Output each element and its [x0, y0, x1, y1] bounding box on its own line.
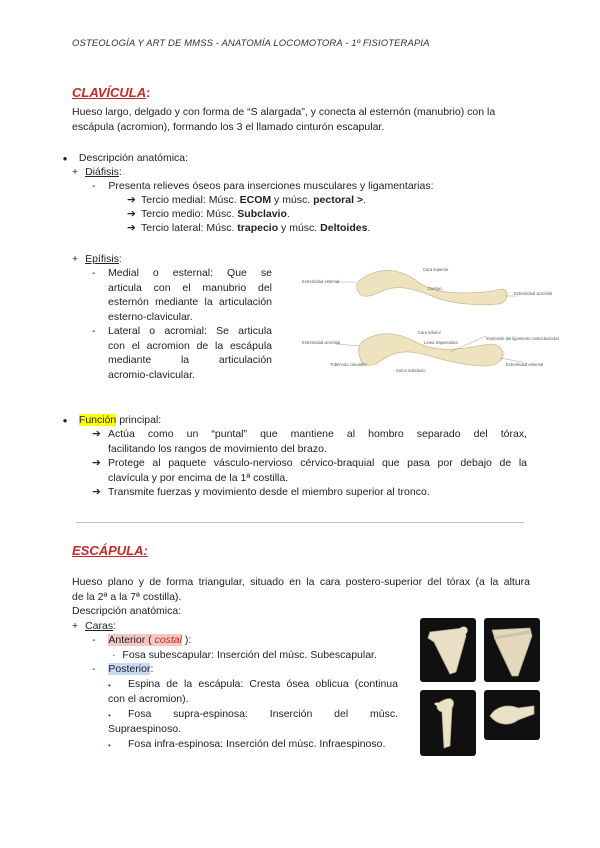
epifisis-label: Epífisis — [85, 253, 119, 265]
supra-line: Supraespinoso. — [108, 722, 181, 735]
arrow-right-icon: ➔ — [127, 222, 136, 234]
tercio-lateral-mid: y músc. — [278, 222, 321, 234]
funcion-1-line: facilitando los rangos de movimiento del brazo. — [108, 442, 327, 455]
epifisis-colon: : — [118, 253, 122, 265]
tercio-medio-text: Tercio medio: Músc. — [141, 208, 238, 220]
epi-medial-line: Medial o esternal: Que se — [108, 267, 272, 279]
infra-item: Fosa infra-espinosa: Inserción del músc. Infraespinoso. — [128, 738, 386, 750]
anterior-costal: costal — [154, 634, 182, 646]
pectoral-bold: pectoral > — [313, 194, 364, 206]
funcion-item-3: Transmite fuerzas y movimiento desde el miembro superior al tronco. — [108, 486, 430, 498]
clavicula-title-block — [72, 86, 150, 102]
clavicula-title-colon: : — [146, 85, 151, 100]
supra-item — [108, 707, 398, 736]
clavicle-inferior-bone — [359, 334, 503, 366]
dash-icon: - — [92, 325, 96, 337]
epifisis-medial — [108, 266, 272, 324]
fig-label-bot-head: Cara inferior — [418, 330, 442, 335]
infra-dot — [108, 738, 111, 754]
dash-icon: - — [92, 180, 96, 192]
epi-lateral-line: mediante la articulación — [108, 354, 272, 366]
tercio-lateral-end: . — [367, 222, 371, 234]
dash-icon: - — [92, 663, 96, 675]
anterior-paren-open: ( — [145, 634, 155, 646]
diafisis-label: Diáfisis — [85, 166, 119, 178]
posterior-colon: : — [150, 663, 154, 675]
arrow-right-icon: ➔ — [127, 208, 136, 220]
funcion-2-line: clavícula y por encima de la 1ª costilla. — [108, 471, 289, 484]
arrow-right-icon: ➔ — [127, 194, 136, 206]
diafisis-colon: : — [118, 166, 122, 178]
espina-line: Espina de la escápula: Cresta ósea oblicua (continua — [128, 678, 398, 690]
escapula-title: ESCÁPULA: — [72, 543, 148, 558]
funcion-arrow-3 — [92, 485, 101, 500]
supra-line: Fosa supra-espinosa: Inserción del músc. — [128, 708, 398, 720]
fosa-subescapular — [112, 648, 377, 663]
plus-icon: + — [72, 620, 79, 632]
plus-icon: + — [72, 253, 79, 265]
clavicula-intro-line-2: escápula (acromion), formando los 3 el llamado cinturón escapular. — [72, 120, 385, 133]
deltoides-bold: Deltoides — [320, 222, 368, 234]
fig-label-top-head: Cara superior — [423, 267, 449, 272]
tercio-medio — [127, 207, 290, 222]
funcion-label: Función — [78, 414, 117, 426]
fig-label-bot-extra: Línea trapezoidea — [424, 340, 458, 345]
tercio-medial-mid: y músc. — [271, 194, 314, 206]
anterior-label: Anterior — [108, 634, 146, 646]
anterior-heading — [92, 633, 191, 648]
funcion-arrow-2 — [92, 456, 101, 471]
posterior-heading — [92, 662, 153, 677]
bullet-icon: ● — [62, 416, 68, 425]
epi-lateral-line: Lateral o acromial: Se articula — [108, 325, 272, 337]
epi-lateral-line: con el acromion de la escápula — [108, 339, 272, 352]
section-divider — [76, 522, 524, 523]
tercio-medial-end: . — [363, 194, 366, 206]
funcion-rest: principal: — [116, 414, 162, 426]
scapula-posterior-photo — [484, 618, 540, 682]
tercio-medio-end: . — [286, 208, 290, 220]
epi-medial-line: esterno-clavicular. — [108, 310, 193, 323]
plus-icon: + — [72, 166, 79, 178]
caras-heading — [72, 619, 116, 634]
fig-label-bot-right: Extremidad esternal — [506, 362, 544, 367]
epifisis-medial-dash — [92, 266, 96, 281]
arrow-right-icon: ➔ — [92, 486, 101, 498]
funcion-arrow-1 — [92, 427, 101, 442]
bullet-dot-icon: • — [108, 711, 111, 720]
clavicle-figure — [300, 262, 560, 387]
funcion-2-line: Protege al paquete vásculo-nervioso cérvico-braquial que pasa por debajo de la — [108, 457, 527, 469]
fig-label-bot-left: Extremidad acromial — [302, 340, 341, 345]
scapula-lateral-photo — [420, 690, 476, 756]
caras-colon: : — [113, 620, 116, 632]
epifisis-heading — [72, 252, 122, 267]
arrow-right-icon: ➔ — [92, 428, 101, 440]
dash-icon: - — [92, 634, 96, 646]
trapecio-bold: trapecio — [237, 222, 279, 234]
funcion-item-1 — [108, 427, 527, 456]
tercio-lateral — [127, 221, 370, 236]
fig-label-top-right: Extremidad acromial — [514, 291, 553, 296]
tercio-lateral-text: Tercio lateral: Músc. — [141, 222, 238, 234]
fosa-subescapular-text: Fosa subescapular: Inserción del músc. Subescapular. — [122, 649, 377, 661]
epi-lateral-line: acromio-clavicular. — [108, 368, 195, 381]
fig-label-bot-extra: Impresión del ligamento costoclavicular — [486, 336, 560, 341]
escapula-intro-line: de la 2ª a la 7ª costilla). — [72, 590, 182, 603]
anterior-paren-close: ): — [181, 634, 192, 646]
clavicula-title: CLAVÍCULA — [72, 85, 147, 100]
dash-icon: - — [92, 267, 96, 279]
bullet-icon: ● — [62, 154, 68, 163]
subclavio-bold: Subclavio — [237, 208, 287, 220]
scapula-superior-photo — [484, 690, 540, 740]
fig-label-bot-extra: Surco subclavio — [396, 368, 426, 373]
diafisis-item — [92, 179, 434, 194]
epi-medial-line: esternón mediante la articulación — [108, 296, 272, 308]
desc-label: Descripción anatómica: — [78, 152, 189, 164]
caras-label: Caras — [85, 620, 114, 632]
fig-label-top-mid: Cuerpo — [428, 286, 442, 291]
diafisis-item-text: Presenta relieves óseos para inserciones musculares y ligamentarias: — [108, 180, 434, 192]
epifisis-lateral-dash — [92, 324, 96, 339]
diafisis-heading — [72, 165, 122, 180]
clavicula-intro — [72, 105, 532, 134]
escapula-intro-line: Hueso plano y de forma triangular, situado en la cara postero-superior del tórax (a la altura — [72, 576, 530, 588]
tercio-medial-text: Tercio medial: Músc. — [141, 194, 240, 206]
escapula-intro — [72, 575, 530, 604]
fig-label-top-left: Extremidad esternal — [302, 279, 340, 284]
epifisis-lateral — [108, 324, 272, 382]
posterior-label: Posterior — [108, 663, 151, 675]
espina-item — [108, 677, 398, 706]
espina-line: con el acromion). — [108, 692, 189, 705]
scapula-anterior-photo — [420, 618, 476, 682]
clavicula-intro-line-1: Hueso largo, delgado y con forma de “S alargada”, y conecta al esternón (manubrio) con la — [72, 106, 496, 118]
funcion-item-2 — [108, 456, 527, 485]
ecom-bold: ECOM — [239, 194, 272, 206]
bullet-dot-icon: • — [108, 681, 111, 690]
fig-label-bot-extra: Tubérculo conoideo — [330, 362, 367, 367]
arrow-right-icon: ➔ — [92, 457, 101, 469]
middle-dot-icon: · — [112, 649, 116, 661]
funcion-1-line: Actúa como un “puntal” que mantiene al hombro separado del tórax, — [108, 428, 527, 440]
bullet-dot-icon: • — [108, 741, 111, 750]
page-header: OSTEOLOGÍA Y ART DE MMSS - ANATOMÍA LOCOMOTORA - 1º FISIOTERAPIA — [72, 38, 430, 49]
escapula-desc-label: Descripción anatómica: — [72, 605, 182, 617]
epi-medial-line: articula con el manubrio del — [108, 281, 272, 294]
tercio-medial — [127, 193, 366, 208]
